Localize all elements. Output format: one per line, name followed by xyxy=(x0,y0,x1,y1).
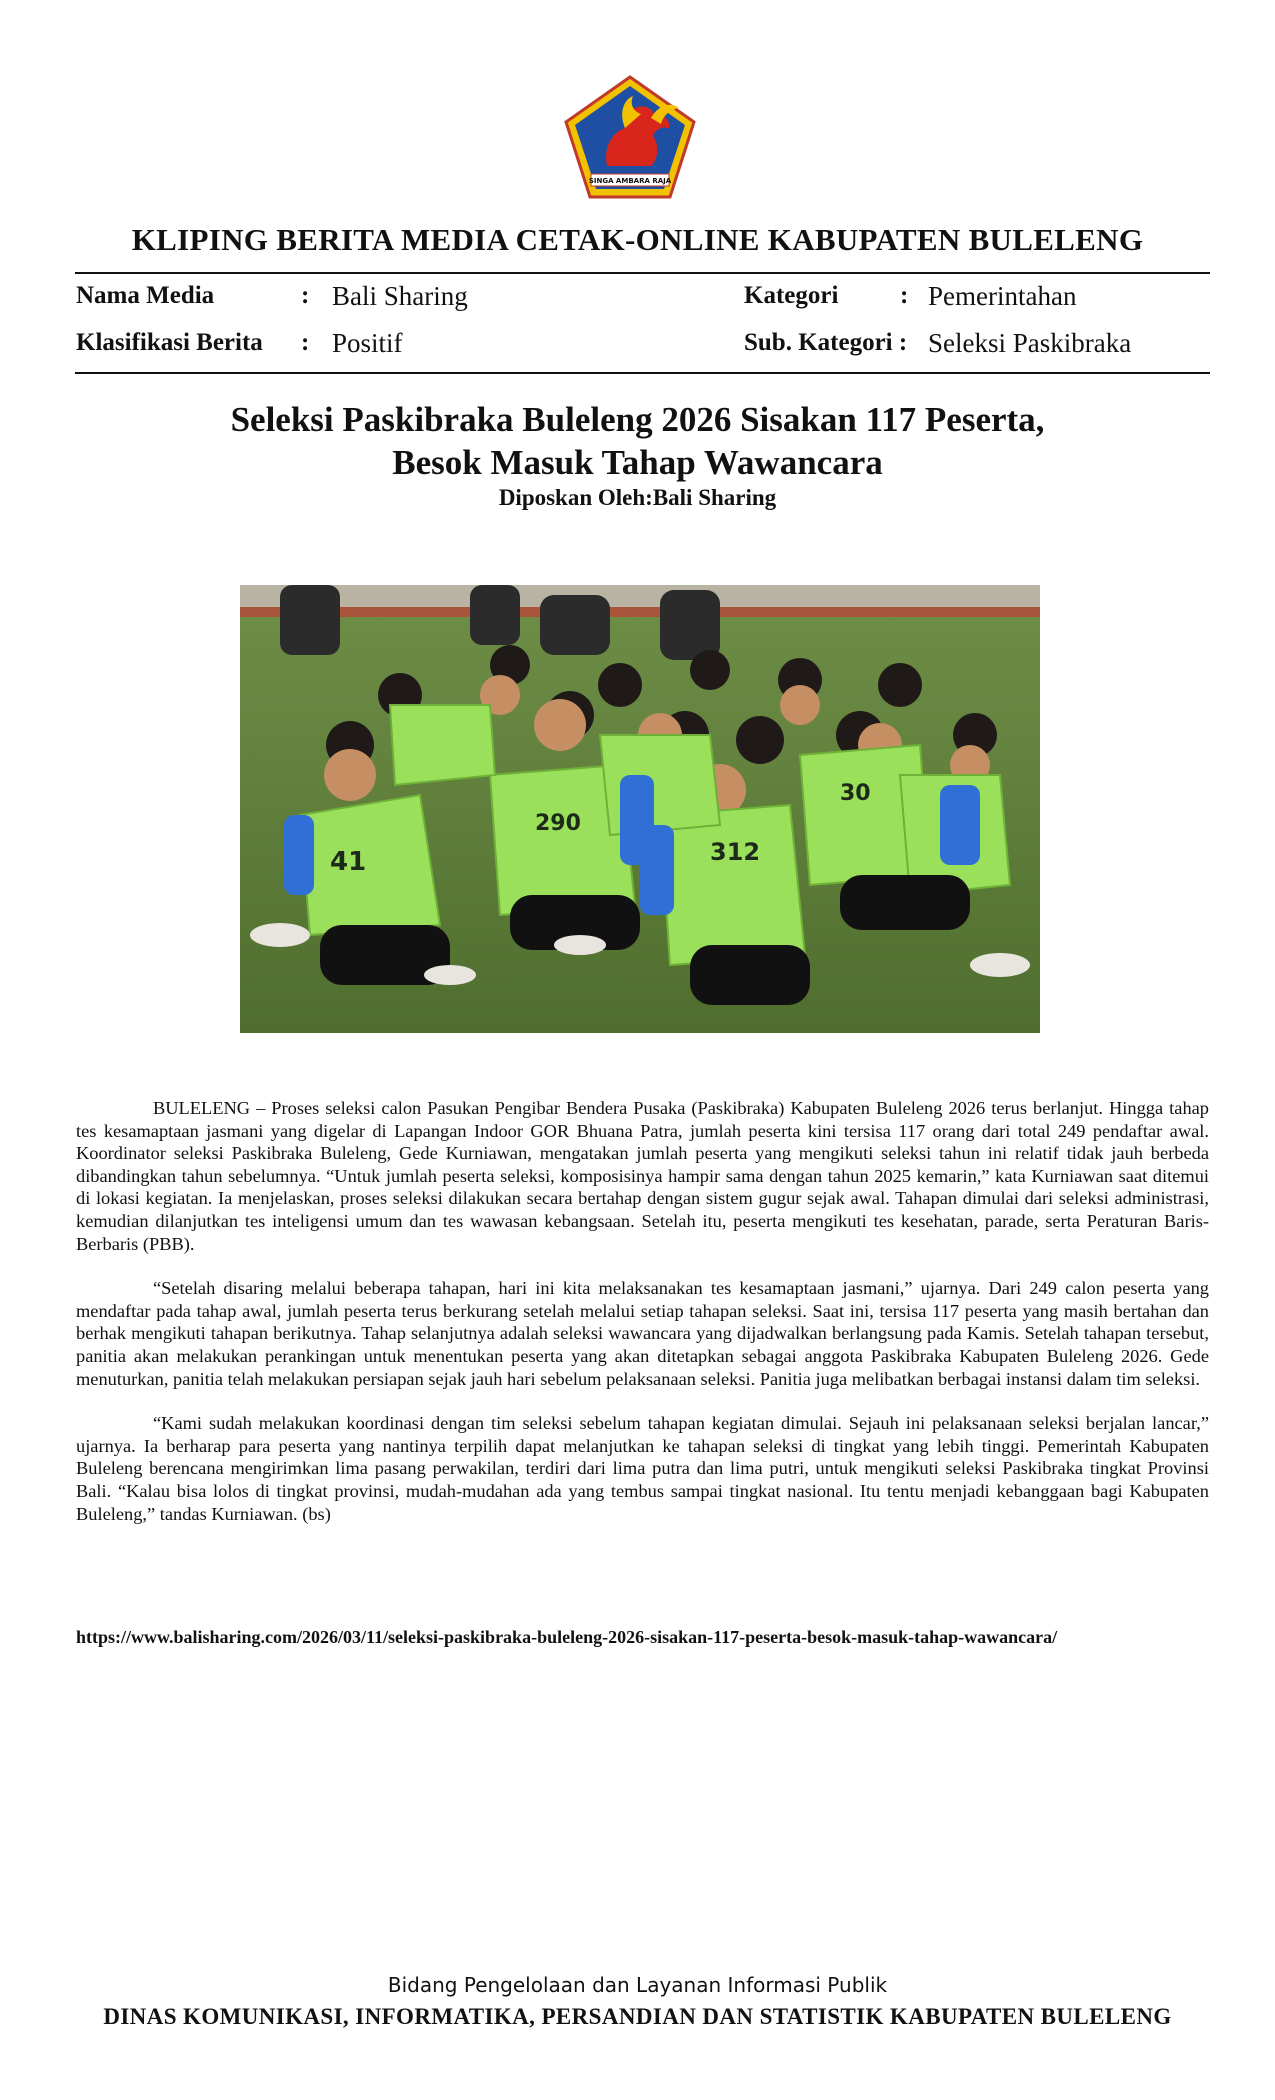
nama-media-label: Nama Media xyxy=(76,282,215,309)
meta-nama-media-value xyxy=(332,280,468,314)
article-paragraph-1: BULELENG – Proses seleksi calon Pasukan Pengibar Bendera Pusaka (Paskibraka) Kabupaten Buleleng 2026 terus berlanjut. Hingga tahap tes kesamaptaan jasmani yang digelar di Lapangan Indoor GOR Bhuana Patra, jumlah peserta kini tersisa 117 orang dari total 249 pendaftar awal. Koordinator seleksi Paskibraka Buleleng, Gede Kurniawan, mengatakan jumlah peserta yang mengikuti seleksi tahun ini relatif tidak jauh berbeda dibandingkan tahun sebelumnya. “Untuk jumlah peserta seleksi, komposisinya hampir sama dengan tahun 2025 kemarin,” kata Kurniawan saat ditemui di lokasi kegiatan. Ia menjelaskan, proses seleksi dilakukan secara bertahap dengan sistem gugur sejak awal. Tahapan dimulai dari seleksi administrasi, kemudian dilanjutkan tes inteligensi umum dan tes wawasan kebangsaan. Setelah itu, peserta mengikuti tes kesehatan, parade, serta Peraturan Baris-Berbaris (PBB). xyxy=(76,1098,1209,1254)
singa-ambara-raja-crest-icon xyxy=(563,74,697,200)
top-divider xyxy=(75,272,1210,274)
meta-colon-1: : xyxy=(301,282,310,309)
meta-sub-kategori xyxy=(744,327,907,359)
article-headline xyxy=(0,398,1275,484)
footer-unit: Bidang Pengelolaan dan Layanan Informasi Publik xyxy=(387,1973,888,1997)
headline-line-1: Seleksi Paskibraka Buleleng 2026 Sisakan 117 Peserta, xyxy=(230,400,1045,439)
meta-klasifikasi xyxy=(76,327,263,359)
crest-motto: SINGA AMBARA RAJA xyxy=(588,177,672,185)
meta-kategori xyxy=(744,280,838,312)
bib-number-1: 290 xyxy=(535,811,581,836)
meta-klasifikasi-value xyxy=(332,327,403,361)
bib-number-2: 41 xyxy=(330,847,367,877)
source-url-link[interactable]: https://www.balisharing.com/2026/03/11/seleksi-paskibraka-buleleng-2026-sisakan-117-peserta-besok-masuk-tahap-wawancara/ xyxy=(76,1627,1058,1647)
nama-media-value: Bali Sharing xyxy=(332,281,468,311)
kategori-value: Pemerintahan xyxy=(928,281,1077,311)
article-photo xyxy=(240,585,1040,1033)
article-body xyxy=(76,1097,1209,1547)
article-byline: Diposkan Oleh:Bali Sharing xyxy=(498,485,777,510)
meta-colon-3: : xyxy=(301,329,310,356)
klasifikasi-value: Positif xyxy=(332,328,403,358)
kategori-label: Kategori xyxy=(744,282,839,309)
meta-kategori-value xyxy=(928,280,1076,314)
article-paragraph-3: “Kami sudah melakukan koordinasi dengan tim seleksi sebelum tahapan kegiatan dimulai. Sejauh ini pelaksanaan seleksi berjalan lancar,” ujarnya. Ia berharap para peserta yang nantinya terpilih dapat melanjutkan ke tahapan seleksi di tingkat yang lebih tinggi. Pemerintah Kabupaten Buleleng berencana mengirimkan lima pasang perwakilan, terdiri dari lima putra dan lima putri, untuk mengikuti seleksi Paskibraka tingkat Provinsi Bali. “Kalau bisa lolos di tingkat provinsi, mudah-mudahan ada yang tembus sampai tingkat nasional. Itu tentu menjadi kebanggaan bagi Kabupaten Buleleng,” tandas Kurniawan. (bs) xyxy=(76,1413,1209,1524)
headline-line-2: Besok Masuk Tahap Wawancara xyxy=(392,443,883,482)
meta-nama-media xyxy=(76,280,214,312)
meta-sub-kategori-value xyxy=(928,327,1131,361)
meta-colon-2: : xyxy=(900,282,909,309)
bib-number-3: 312 xyxy=(710,838,761,866)
sub-kategori-label: Sub. Kategori : xyxy=(744,329,908,356)
klasifikasi-label: Klasifikasi Berita xyxy=(76,329,263,356)
sub-kategori-value: Seleksi Paskibraka xyxy=(928,328,1132,358)
article-paragraph-2: “Setelah disaring melalui beberapa tahapan, hari ini kita melaksanakan tes kesamaptaan jasmani,” ujarnya. Dari 249 calon peserta yang mendaftar pada tahap awal, jumlah peserta terus berkurang setelah melalui setiap tahapan seleksi. Saat ini, tersisa 117 peserta yang masih bertahan dan berhak mengikuti tahapan berikutnya. Tahap selanjutnya adalah seleksi wawancara yang dijadwalkan berlangsung pada Kamis. Setelah tahapan tersebut, panitia akan melakukan perankingan untuk menentukan peserta yang akan ditetapkan sebagai anggota Paskibraka Kabupaten Buleleng 2026. Gede menuturkan, panitia telah melakukan persiapan sejak jauh hari sebelum pelaksanaan seleksi. Panitia juga melibatkan berbagai instansi dalam tim seleksi. xyxy=(76,1278,1209,1389)
bib-number-4: 30 xyxy=(840,781,871,806)
clipping-header-title: KLIPING BERITA MEDIA CETAK-ONLINE KABUPATEN BULELENG xyxy=(131,222,1144,257)
bottom-divider xyxy=(75,372,1210,374)
footer-organization: DINAS KOMUNIKASI, INFORMATIKA, PERSANDIAN DAN STATISTIK KABUPATEN BULELENG xyxy=(103,2004,1172,2029)
